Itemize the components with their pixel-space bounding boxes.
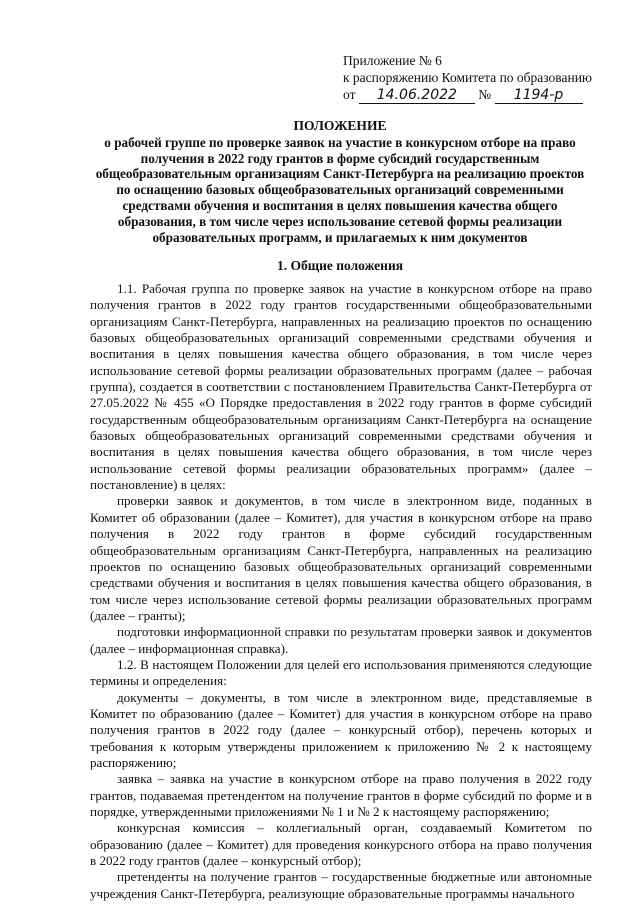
- paragraph: 1.2. В настоящем Положении для целей его использования применяются следующие термины и определения:: [90, 656, 592, 689]
- section-heading: 1. Общие положения: [276, 258, 404, 273]
- annex-decree-ref: к распоряжению Комитета по образованию: [343, 70, 593, 85]
- paragraph: проверки заявок и документов, в том числе в электронном виде, поданных в Комитет об образовании (далее – Комитет), для участия в конкурсном отборе на право получения в 2022 году грантов в форме субсидий государственным общеобразовательным организациям Санкт-Петербурга, направленных на реализацию проектов по оснащению базовых общеобразовательных организаций современными средствами обучения и воспитания в целях повышения качества общего образования, в том числе через использование сетевой формы реализации образовательных программ (далее – гранты);: [90, 493, 592, 623]
- paragraph: заявка – заявка на участие в конкурсном отборе на право получения в 2022 году грантов, подаваемая претендентом на получение грантов в форме субсидий по форме и в порядке, утвержденными приложениями № 1 и № 2 к настоящему распоряжению;: [90, 771, 592, 819]
- handwritten-number: 1194-р: [495, 88, 583, 104]
- paragraph: документы – документы, в том числе в электронном виде, представляемые в Комитет по образованию (далее – Комитет) для участия в конкурсном отборе на право получения грантов в 2022 году (далее – конкурсный отбор), перечень которых и требования к которым утверждены приложением к приложению № 2 к настоящему распоряжению;: [90, 689, 592, 770]
- annex-date-line: [343, 86, 633, 104]
- document-body: [90, 281, 592, 902]
- annex-from-label: от: [343, 87, 356, 102]
- handwritten-date: 14.06.2022: [359, 88, 475, 104]
- paragraph: претенденты на получение грантов – государственные бюджетные или автономные учреждения Санкт-Петербурга, реализующие образовательные программы начального: [90, 869, 592, 901]
- annex-no-label: №: [478, 87, 492, 102]
- annex-number: Приложение № 6: [343, 53, 442, 68]
- title-head: ПОЛОЖЕНИЕ: [293, 118, 387, 133]
- document-title: [90, 118, 590, 245]
- title-text: о рабочей группе по проверке заявок на участие в конкурсном отборе на право получения в 2022 году грантов в форме субсидий государственным общеобразовательным организациям Санкт-Петербурга на реализацию проектов по оснащению базовых общеобразовательных организаций современными средствами обучения и воспитания в целях повышения качества общего образования, в том числе через использование сетевой формы реализации образовательных программ, и прилагаемых к ним документов: [95, 134, 585, 245]
- annex-header: [343, 52, 633, 104]
- paragraph: конкурсная комиссия – коллегиальный орган, создаваемый Комитетом по образованию (далее – Комитет) для проведения конкурсного отбора на право получения в 2022 году грантов (далее – конкурсный отбор);: [90, 820, 592, 869]
- paragraph: 1.1. Рабочая группа по проверке заявок на участие в конкурсном отборе на право получения грантов в 2022 году грантов государственными общеобразовательными организациям Санкт-Петербурга, направленных на реализацию проектов по оснащению базовых общеобразовательных организаций современными средствами обучения и воспитания в целях повышения качества общего образования, в том числе через использование сетевой формы реализации образовательных программ (далее – рабочая группа), создается в соответствии с постановлением Правительства Санкт-Петербурга от 27.05.2022 № 455 «О Порядке предоставления в 2022 году грантов в форме субсидий государственным общеобразовательным организациям Санкт-Петербурга на оснащение базовых общеобразовательных организаций современными средствами обучения и воспитания в целях повышения качества общего образования, в том числе через использование сетевой формы реализации образовательных программ» (далее – постановление) в целях:: [90, 281, 592, 493]
- paragraph: подготовки информационной справки по результатам проверки заявок и документов (далее – информационная справка).: [90, 624, 592, 656]
